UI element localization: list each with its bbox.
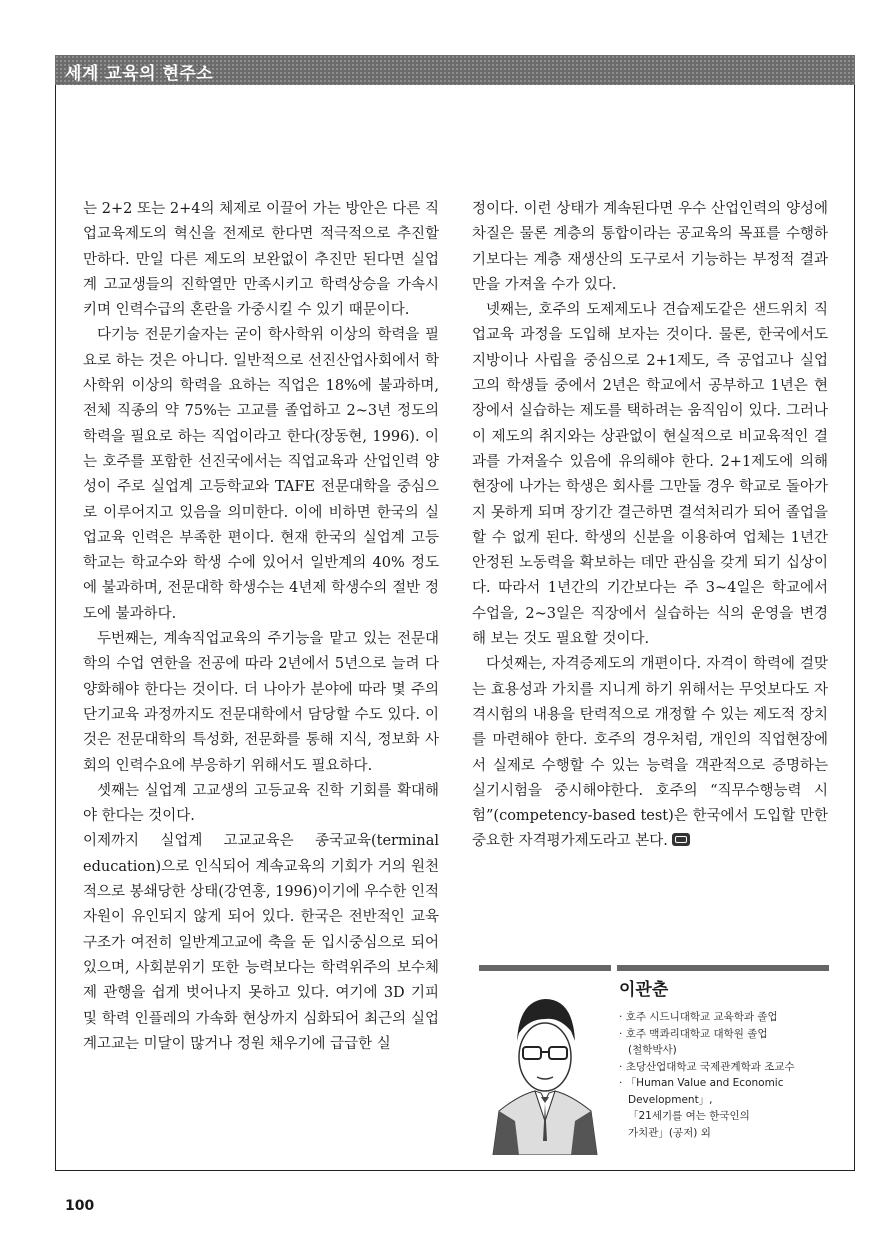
paragraph: 정이다. 이런 상태가 계속된다면 우수 산업인력의 양성에 차질은 물론 계층의 통합이라는 공교육의 목표를 수행하기보다는 계층 재생산의 도구로서 기능하는 부정적 결과만을 가져올 수가 있다. [472,201,828,293]
section-header-bar [55,55,855,85]
author-name-bar [617,965,829,971]
ked-logo-icon [672,833,690,846]
paragraph: 이제까지 실업계 고교교육은 종국교육(terminal education)으로 인식되어 계속교육의 기회가 거의 원천적으로 봉쇄당한 상태(강연홍, 1996)이기에 우수한 인적자원이 유인되지 않게 되어 있다. 한국은 전반적인 교육구조가 여전히 일반계고교에 축을 둔 입시중심으로 되어있으며, 사회분위기 또한 능력보다는 학력위주의 보수체제 관행을 쉽게 벗어나지 못하고 있다. 여기에 3D 기피 및 학력 인플레의 가속화 현상까지 심화되어 최근의 실업계고교는 미달이 많거나 정원 채우기에 급급한 실 [83,833,440,1052]
paragraph: 다기능 전문기술자는 굳이 학사학위 이상의 학력을 필요로 하는 것은 아니다. 일반적으로 선진산업사회에서 학사학위 이상의 학력을 요하는 직업은 18%에 불과하며, 전체 직종의 약 75%는 고교를 졸업하고 2~3년 정도의 학력을 필요로 하는 직업이라고 한다(장동현, 1996). 이는 호주를 포함한 선진국에서는 직업교육과 산업인력 양성이 주로 실업계 고등학교와 TAFE 전문대학을 중심으로 이루어지고 있음을 의미한다. 이에 비하면 한국의 실업교육 인력은 부족한 편이다. 현재 한국의 실업계 고등학교는 학교수와 학생 수에 있어서 일반계의 40% 정도에 불과하며, 전문대학 학생수는 4년제 학생수의 절반 정도에 불과하다. [83,327,439,622]
paragraph-last [472,652,828,854]
page-number: 100 [65,1198,95,1214]
frame-line-right [854,85,855,1171]
paragraph: 넷째는, 호주의 도제제도나 견습제도같은 샌드위치 직업교육 과정을 도입해 보자는 것이다. 물론, 한국에서도 지방이나 사립을 중심으로 2+1제도, 즉 공업고나 실업고의 학생들 중에서 2년은 학교에서 공부하고 1년은 현장에서 실습하는 제도를 택하려는 움직임이 있다. 그러나 이 제도의 취지와는 상관없이 현실적으로 비교육적인 결과를 가져올수 있음에 유의해야 한다. 2+1제도에 의해 현장에 나가는 학생은 회사를 그만둘 경우 학교로 돌아가지 못하게 되며 장기간 결근하면 결석처리가 되어 졸업을 할 수 없게 된다. 학생의 신분을 이용하여 업체는 1년간 안정된 노동력을 확보하는 데만 관심을 갖게 되기 십상이다. 따라서 1년간의 기간보다는 주 3~4일은 학교에서 수업을, 2~3일은 직장에서 실습하는 식의 운영을 변경해 보는 것도 필요할 것이다. [472,302,828,648]
frame-line-bottom [55,1170,855,1171]
bio-item: 「21세기를 여는 한국인의 [628,1110,750,1122]
author-profile [479,965,829,1165]
author-bio-list [619,1009,829,1141]
bio-item: · 호주 시드니대학교 교육학과 졸업 [619,1009,829,1026]
bio-item: · 호주 맥콰리대학교 대학원 졸업 [619,1026,829,1043]
paragraph-text: 다섯째는, 자격증제도의 개편이다. 자격이 학력에 걸맞는 효용성과 가치를 지니게 하기 위해서는 무엇보다도 자격시험의 내용을 탄력적으로 개정할 수 있는 제도적 장치를 마련해야 한다. 호주의 경우처럼, 개인의 직업현장에서 실제로 수행할 수 있는 능력을 객관적으로 증명하는 실기시험을 중시해야한다. 호주의 “직무수행능력 시험”(competency-based test)은 한국에서 도입할 만한 중요한 자격평가제도라고 본다. [472,656,828,850]
bio-item: Development」, [628,1093,713,1106]
bio-item: 가치관」(공저) 외 [628,1126,711,1139]
bio-item: (철학박사) [628,1044,677,1056]
paragraph: 두번째는, 계속직업교육의 주기능을 맡고 있는 전문대학의 수업 연한을 전공에 따라 2년에서 5년으로 늘려 다양화해야 한다는 것이다. 더 나아가 분야에 따라 몇 주의 단기교육 과정까지도 전문대학에서 담당할 수도 있다. 이것은 전문대학의 특성화, 전문화를 통해 지식, 정보화 사회의 인력수요에 부응하기 위해서도 필요하다. [83,631,439,774]
paragraph: 셋째는 실업계 고교생의 고등교육 진학 기회를 확대해야 한다는 것이다. [83,782,439,825]
paragraph: 는 2+2 또는 2+4의 체제로 이끌어 가는 방안은 다른 직업교육제도의 혁신을 전제로 한다면 적극적으로 추진할 만하다. 만일 다른 제도의 보완없이 추진만 된다면 실업계 고교생들의 진학열만 만족시키고 학력상승을 가속시키며 인력수급의 혼란을 가중시킬 수 있기 때문이다. [83,201,439,319]
author-portrait-drawing [479,971,611,1155]
bio-item: · 초당산업대학교 국제관계학과 조교수 [619,1059,829,1076]
frame-line-left [55,85,56,1171]
author-name: 이관춘 [619,980,669,1000]
bio-item: · 「Human Value and Economic [619,1075,829,1092]
section-title: 세계 교육의 현주소 [65,64,214,84]
author-portrait-icon [479,965,611,1161]
article-column-right [472,197,828,855]
article-column-left [83,197,439,1057]
